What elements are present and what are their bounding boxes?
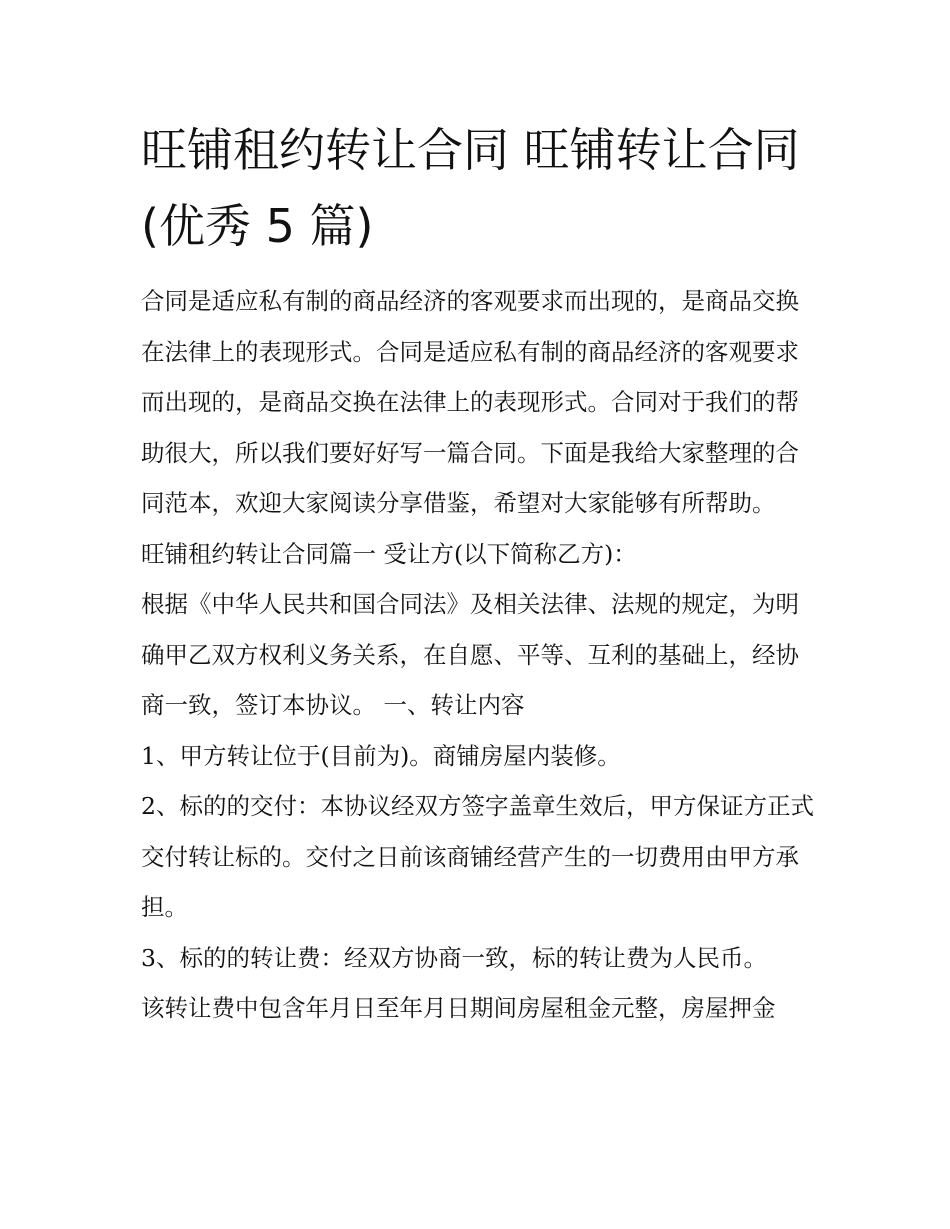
paragraph-clause-2: 2、标的的交付：本协议经双方签字盖章生效后，甲方保证方正式交付转让标的。交付之日前该商铺经营产生的一切费用由甲方承担。 [141, 792, 814, 921]
document-body [141, 276, 821, 1034]
paragraph-legal-basis: 根据《中华人民共和国合同法》及相关法律、法规的规定，为明确甲乙双方权利义务关系，在自愿、平等、互利的基础上，经协商一致，签订本协议。 一、转让内容 [141, 590, 799, 719]
paragraph-clause-3: 3、标的的转让费：经双方协商一致，标的转让费为人民币。 [141, 943, 767, 972]
paragraph-intro: 合同是适应私有制的商品经济的客观要求而出现的，是商品交换在法律上的表现形式。合同是适应私有制的商品经济的客观要求而出现的，是商品交换在法律上的表现形式。合同对于我们的帮助很大，所以我们要好好写一篇合同。下面是我给大家整理的合同范本，欢迎大家阅读分享借鉴，希望对大家能够有所帮助。 [141, 287, 799, 517]
paragraph-fee-details: 该转让费中包含年月日至年月日期间房屋租金元整，房屋押金 [141, 994, 776, 1022]
paragraph-clause-1: 1、甲方转让位于(目前为)。商铺房屋内装修。 [141, 741, 621, 770]
document-title: 旺铺租约转让合同 旺铺转让合同(优秀 5 篇) [141, 123, 800, 253]
paragraph-section-one-heading: 旺铺租约转让合同篇一 受让方(以下简称乙方)： [141, 539, 637, 568]
